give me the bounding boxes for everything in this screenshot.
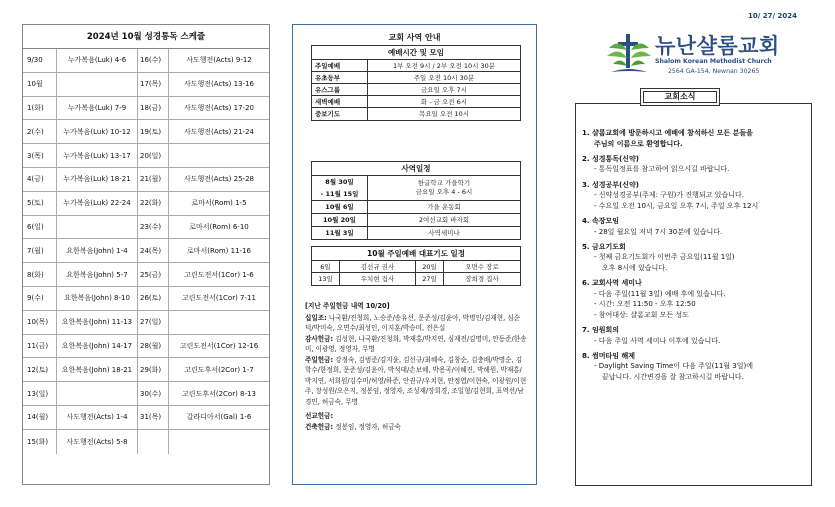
schedule-cell: 28(월) [138, 335, 169, 358]
event-desc [368, 176, 520, 200]
news-item-heading: 8. 썸머타임 해제 [582, 351, 635, 360]
schedule-cell: 11(금) [23, 335, 57, 358]
schedule-cell: 26(토) [138, 287, 169, 310]
news-item [582, 278, 808, 320]
worship-label: 중보기도 [312, 108, 368, 120]
schedule-cell [169, 430, 269, 454]
news-item-line: - 다음 주일(11월 3일) 예배 후에 있습니다. [594, 289, 726, 298]
worship-row [312, 84, 520, 96]
news-item [582, 325, 808, 346]
news-item [582, 128, 808, 149]
prayer-cell: 우치현 집사 [340, 273, 416, 285]
schedule-cell [57, 73, 138, 96]
schedule-cell: 14(월) [23, 406, 57, 429]
event-date [312, 201, 368, 213]
schedule-cell: 12(토) [23, 358, 57, 381]
schedule-cell: 고린도후서(2Cor) 1-7 [184, 365, 254, 374]
schedule-cell: 30(수) [138, 382, 169, 405]
news-item-heading: 3. 성경공부(신약) [582, 180, 639, 189]
schedule-cell: 23(수) [138, 216, 169, 239]
schedule-cell: 3(목) [23, 144, 57, 167]
schedule-row [23, 144, 269, 168]
schedule-cell: 29(화) [138, 358, 169, 381]
schedule-rows [23, 49, 269, 454]
schedule-cell: 10월 [23, 73, 57, 96]
offering-names: 나국환/진청희, 노승준/송유선, 문준성/김윤아, 박명인/김재현, 심순덕/박미숙, 오면수/최성인, 이지훈/박승미, 전은실 [305, 313, 521, 332]
prayer-cell: 장희경 집사 [465, 275, 499, 283]
schedule-row [23, 406, 269, 430]
news-item-heading: 2. 성경통독(신약) [582, 154, 639, 163]
schedule-cell: 고린도후서(2Cor) 8-13 [182, 389, 256, 398]
schedule-cell: 요한복음(John) 5-7 [57, 263, 138, 286]
event-date-line: 10월 20일 [323, 216, 356, 224]
offering-label: 건축헌금: [305, 422, 334, 431]
news-item-line: - 신약성경공부(주제: 구원)가 진행되고 있습니다. [594, 191, 744, 200]
worship-label: 주일예배 [312, 60, 368, 71]
event-row [312, 176, 520, 201]
prayer-cell: 오면수 장로 [465, 263, 499, 271]
church-address: 2564 GA-154, Newnan 30265 [668, 68, 760, 75]
events-header: 사역일정 [312, 162, 520, 176]
schedule-cell: 요한복음(John) 14-17 [57, 335, 138, 358]
schedule-cell: 사도행전(Acts) 1-4 [57, 406, 138, 429]
schedule-cell: 누가복음(Luk) 4-6 [57, 49, 138, 72]
schedule-cell: 사도행전(Acts) 17-20 [184, 103, 254, 112]
event-date-line: 10월 6일 [325, 203, 354, 211]
prayer-header: 10월 주일예배 대표기도 일정 [312, 247, 520, 261]
schedule-cell: 요한복음(John) 1-4 [57, 239, 138, 262]
event-desc-line: 한글학교 가을학기 [417, 179, 471, 187]
news-item-line: 오후 8시에 있습니다. [602, 263, 668, 272]
schedule-row [23, 49, 269, 73]
schedule-cell: 사도행전(Acts) 25-28 [184, 175, 254, 184]
news-item-line: - 수요일 오전 10시, 금요일 오후 7시, 주일 오후 12시 [594, 201, 759, 210]
schedule-cell: 고린도전서(1Cor) 7-11 [182, 294, 256, 303]
offering-group [305, 355, 527, 408]
schedule-cell: 2(수) [23, 120, 57, 143]
offering-group [305, 334, 527, 355]
offering-record [305, 301, 527, 432]
schedule-cell [57, 216, 138, 239]
offering-header: [지난 주일헌금 내역 10/20] [305, 302, 390, 310]
schedule-cell: 16(수) [138, 49, 169, 72]
prayer-row [312, 273, 520, 285]
event-date-line: - 11월 15일 [320, 190, 359, 198]
events-table [311, 161, 521, 240]
event-row [312, 214, 520, 227]
news-item-heading: 5. 금요기도회 [582, 242, 626, 251]
news-item-line: - 다음 주일 사역 세미나 이후에 있습니다. [594, 336, 721, 345]
news-item-line: - 참여대상: 샬롬교회 모든 성도 [594, 310, 689, 319]
schedule-cell: 사도행전(Acts) 9-12 [186, 56, 252, 65]
schedule-cell: 6(일) [23, 216, 57, 239]
event-desc [368, 227, 520, 239]
schedule-cell: 사도행전(Acts) 5-8 [57, 430, 138, 454]
news-item-heading: 6. 교회사역 세미나 [582, 279, 642, 288]
offering-names: 김성현, 나국환/진청희, 박재홍/박지연, 심재전/김명미, 안동준/한송미, 이광영, 정영자, 무명 [305, 334, 527, 353]
church-news-panel [575, 103, 812, 486]
schedule-row [23, 192, 269, 216]
prayer-schedule-table [311, 246, 521, 286]
schedule-cell [57, 382, 138, 405]
schedule-row [23, 358, 269, 382]
worship-label: 유초등부 [312, 72, 368, 83]
offering-names: 강정숙, 김범준/김지윤, 김선규/최혜숙, 김창순, 김충배/박명순, 김학수/한정희, 문준성/김윤아, 박석태/손보혜, 박용곡/이혜진, 박해원, 박재홍/박지연, 서희원/김수미/허영/하준, 안권규/우치현, 안정엽/이현숙, 이광원/이현주, 장성원/오은지, 정봉임, 정영자, 조성재/장희경, 조일형/김현희, 표역선/남경민, 허금숙, 무명 [305, 355, 527, 406]
schedule-cell: 4(금) [23, 168, 57, 191]
schedule-cell: 13(일) [23, 382, 57, 405]
worship-time: 화 - 금 오전 6시 [420, 98, 468, 106]
schedule-cell: 로마서(Rom) 11-16 [187, 246, 251, 255]
worship-rows [312, 60, 520, 120]
schedule-cell: 10(목) [23, 311, 57, 334]
schedule-row [23, 430, 269, 454]
schedule-cell: 8(화) [23, 263, 57, 286]
schedule-cell: 갈라디아서(Gal) 1-6 [186, 413, 252, 422]
event-desc-line: 사역세미나 [428, 228, 460, 237]
news-item-line: - 첫째 금요기도회가 이번주 금요일(11월 1일) [594, 253, 735, 262]
schedule-row [23, 335, 269, 359]
schedule-cell: 21(월) [138, 168, 169, 191]
news-item-heading: 1. 샬롬교회에 방문하시고 예배에 참석하신 모든 분들을 [582, 129, 753, 137]
worship-row [312, 108, 520, 120]
worship-label: 유스그룹 [312, 84, 368, 95]
worship-row [312, 72, 520, 84]
event-desc-line: 금요일 오후 4 - 6시 [415, 188, 473, 196]
schedule-cell: 로마서(Rom) 1-5 [191, 199, 247, 208]
offering-label: 선교헌금: [305, 412, 334, 420]
schedule-row [23, 168, 269, 192]
ministry-panel [292, 24, 537, 485]
schedule-cell: 누가복음(Luk) 22-24 [57, 192, 138, 215]
offering-group [305, 313, 527, 334]
offering-label: 감사헌금: [305, 334, 334, 343]
schedule-cell: 17(목) [138, 73, 169, 96]
news-item [582, 180, 808, 212]
schedule-cell: 31(목) [138, 406, 169, 429]
worship-time: 1부 오전 9시 / 2부 오전 10시 30분 [392, 62, 496, 70]
schedule-title: 2024년 10월 성경통독 스케쥴 [23, 25, 269, 49]
news-item-heading: 4. 속장모임 [582, 216, 620, 225]
event-desc [368, 214, 520, 226]
offering-label: 주일헌금: [305, 355, 334, 364]
schedule-cell [169, 311, 269, 334]
schedule-cell: 사도행전(Acts) 13-16 [184, 80, 254, 89]
news-title: 교회소식 [640, 88, 720, 106]
schedule-cell: 요한복음(John) 8-10 [57, 287, 138, 310]
news-item-line: 끝납니다. 시간변경을 잘 참고하시길 바랍니다. [602, 373, 744, 382]
schedule-cell: 9/30 [23, 49, 57, 72]
schedule-row [23, 311, 269, 335]
schedule-cell: 1(화) [23, 97, 57, 120]
event-date-line: 11월 3일 [325, 229, 354, 237]
schedule-cell: 요한복음(John) 11-13 [57, 311, 138, 334]
offering-group [305, 411, 527, 422]
schedule-cell: 누가복음(Luk) 10-12 [57, 120, 138, 143]
schedule-cell: 15(화) [23, 430, 57, 454]
worship-label: 새벽예배 [312, 96, 368, 107]
schedule-cell: 22(화) [138, 192, 169, 215]
event-date [312, 214, 368, 226]
prayer-rows [312, 261, 520, 285]
news-items [582, 128, 808, 387]
event-row [312, 227, 520, 239]
schedule-cell: 25(금) [138, 263, 169, 286]
news-item-line: - 통독일정표를 참고하여 읽으시길 바랍니다. [594, 165, 730, 174]
event-rows [312, 176, 520, 239]
schedule-cell: 7(월) [23, 239, 57, 262]
news-item-line: - 시간: 오전 11:50 - 오후 12:50 [594, 300, 696, 309]
schedule-row [23, 120, 269, 144]
tree-cross-icon [605, 28, 653, 78]
schedule-cell: 18(금) [138, 97, 169, 120]
church-name: 뉴난샬롬교회 [655, 34, 780, 58]
schedule-cell: 고린도전서(1Cor) 12-16 [179, 341, 259, 350]
schedule-row [23, 382, 269, 406]
schedule-cell [138, 430, 169, 454]
schedule-row [23, 287, 269, 311]
offering-groups [305, 313, 527, 433]
schedule-cell: 로마서(Rom) 6-10 [189, 222, 249, 231]
schedule-cell: 20(일) [138, 144, 169, 167]
schedule-row [23, 239, 269, 263]
prayer-cell: 김선규 권사 [340, 261, 416, 272]
offering-names: 정봉임, 정영자, 허금숙 [333, 422, 401, 431]
event-row [312, 201, 520, 214]
news-item-heading: 7. 임원회의 [582, 326, 620, 335]
news-item [582, 351, 808, 383]
church-logo [605, 28, 825, 80]
event-desc-line: 2여선교회 바자회 [418, 215, 470, 224]
news-item [582, 242, 808, 274]
schedule-cell: 누가복음(Luk) 7-9 [57, 97, 138, 120]
prayer-cell: 27일 [416, 273, 444, 285]
news-item-line: - 28일 월요일 저녁 7시 30분에 있습니다. [594, 227, 723, 236]
prayer-cell: 6일 [312, 261, 340, 272]
worship-time: 금요일 오후 7시 [421, 86, 467, 94]
church-english-name: Shalom Korean Methodist Church [655, 58, 772, 65]
schedule-cell: 사도행전(Acts) 21-24 [184, 127, 254, 136]
offering-label: 십일조: [305, 313, 327, 322]
schedule-cell [169, 144, 269, 167]
event-desc [368, 201, 520, 213]
prayer-cell: 20일 [416, 261, 444, 272]
worship-row [312, 60, 520, 72]
news-item-line: - Daylight Saving Time이 다음 주일(11월 3일)에 [594, 362, 753, 371]
event-date [312, 227, 368, 239]
prayer-row [312, 261, 520, 273]
schedule-row [23, 97, 269, 121]
schedule-cell: 고린도전서(1Cor) 1-6 [184, 270, 254, 279]
schedule-cell: 5(토) [23, 192, 57, 215]
schedule-cell: 요한복음(John) 18-21 [57, 358, 138, 381]
news-item [582, 216, 808, 237]
ministry-title: 교회 사역 안내 [388, 33, 441, 42]
schedule-cell: 9(수) [23, 287, 57, 310]
worship-time: 주일 오전 10시 30분 [413, 74, 475, 82]
schedule-cell: 19(토) [138, 120, 169, 143]
prayer-cell: 13일 [312, 273, 340, 285]
worship-time: 목요일 오전 10시 [418, 110, 470, 118]
schedule-row [23, 263, 269, 287]
schedule-row [23, 216, 269, 240]
news-item-line: 주님의 이름으로 환영합니다. [594, 139, 683, 148]
news-item [582, 154, 808, 175]
bulletin-date: 10/ 27/ 2024 [748, 12, 797, 20]
schedule-cell: 24(목) [138, 239, 169, 262]
event-date-line: 8월 30일 [325, 178, 354, 186]
schedule-cell: 누가복음(Luk) 18-21 [57, 168, 138, 191]
event-desc-line: 가을 운동회 [427, 202, 461, 211]
offering-group [305, 422, 527, 433]
schedule-cell: 누가복음(Luk) 13-17 [57, 144, 138, 167]
worship-header: 예배시간 및 모임 [312, 46, 520, 60]
schedule-row [23, 73, 269, 97]
worship-times-table [311, 45, 521, 121]
worship-row [312, 96, 520, 108]
reading-schedule-table [22, 24, 270, 485]
event-date [312, 176, 368, 200]
schedule-cell: 27(일) [138, 311, 169, 334]
